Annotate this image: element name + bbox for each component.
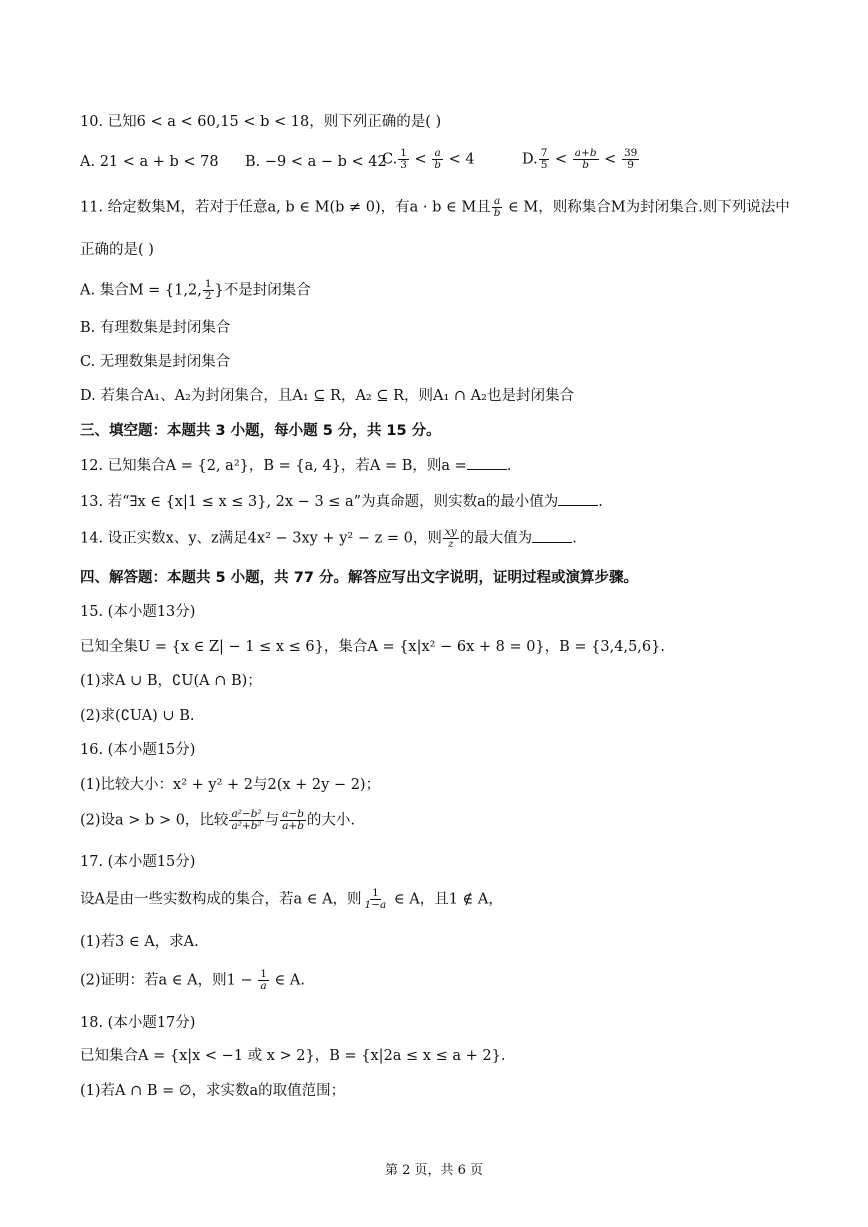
q11-option-a <box>80 279 311 302</box>
frac-den: 3 <box>400 159 407 171</box>
frac-den: 5 <box>540 159 548 171</box>
q11-stem-b: ∈ M，则称集合M为封闭集合.则下列说法中 <box>503 199 790 216</box>
q16-line1: (1)比较大小：x² + y² + 2与2(x + 2y − 2)； <box>80 777 381 793</box>
frac-den: a <box>260 980 267 992</box>
frac-den: 1−a <box>364 899 387 911</box>
q10-stem: 10. 已知6 < a < 60,15 < b < 18，则下列正确的是( ) <box>80 114 442 130</box>
frac-den: a²+b² <box>231 820 262 832</box>
q11-option-b: B. 有理数集是封闭集合 <box>80 320 231 336</box>
fraction <box>573 148 599 171</box>
q18-heading: 18. (本小题17分) <box>80 1015 196 1031</box>
frac-den: z <box>447 538 454 550</box>
q11-stem-line2: 正确的是( ) <box>80 242 154 258</box>
q11-stem-line1 <box>80 196 790 219</box>
frac-num: a <box>493 195 501 207</box>
q15-line2: (1)求A ∪ B，∁U(A ∩ B)； <box>80 673 262 689</box>
fraction <box>363 888 389 911</box>
frac-num: 7 <box>540 147 548 159</box>
q13-end: . <box>598 494 603 510</box>
frac-den: 9 <box>627 159 634 171</box>
fraction <box>258 969 269 992</box>
q11-stem-a: 11. 给定数集M，若对于任意a, b ∈ M(b ≠ 0)，有a · b ∈ M且 <box>80 199 491 216</box>
frac-num: 1 <box>204 278 212 290</box>
q11-option-d: D. 若集合A₁、A₂为封闭集合，且A₁ ⊆ R，A₂ ⊆ R，则A₁ ∩ A₂也是封闭集合 <box>80 388 574 404</box>
q14-text: 14. 设正实数x、y、z满足4x² − 3xy + y² − z = 0，则 <box>80 530 442 547</box>
q11-a-set-open: {1,2, <box>164 282 202 299</box>
q12 <box>80 455 511 476</box>
frac-den: b <box>493 207 501 219</box>
frac-num: 1 <box>400 147 407 159</box>
frac-den: a+b <box>282 820 304 832</box>
q15-line3: (2)求(∁UA) ∪ B. <box>80 708 195 724</box>
frac-den: b <box>582 159 590 171</box>
frac-num: a−b <box>282 808 304 820</box>
q17-line3 <box>80 969 305 992</box>
q17-heading: 17. (本小题15分) <box>80 854 196 870</box>
frac-num: a+b <box>574 147 597 159</box>
q10-option-a: A. 21 < a + b < 78 <box>80 154 219 170</box>
frac-num: xy <box>444 526 457 538</box>
answer-blank <box>467 455 507 470</box>
page-footer: 第 2 页，共 6 页 <box>384 1163 484 1178</box>
q10-option-d <box>522 148 640 171</box>
frac-num: a <box>434 147 441 159</box>
frac-num: a²−b² <box>231 808 262 820</box>
fraction <box>443 527 459 550</box>
q14 <box>80 527 577 550</box>
q10-option-c <box>382 148 475 171</box>
q11-option-c: C. 无理数集是封闭集合 <box>80 354 231 370</box>
q15-line1: 已知全集U = {x ∈ Z| − 1 ≤ x ≤ 6}，集合A = {x|x² − 6x + 8 = 0}，B = {3,4,5,6}. <box>80 639 665 655</box>
answer-blank <box>532 528 572 543</box>
q10-c-mid: < <box>409 151 432 168</box>
q17-l1-text: 设A是由一些实数构成的集合，若a ∈ A，则 <box>80 891 362 908</box>
q11-a-text: A. 集合M = <box>80 282 165 299</box>
q17-l3-text: (2)证明：若a ∈ A，则1 − <box>80 972 258 989</box>
q16-l2-text: (2)设a > b > 0，比较 <box>80 812 229 829</box>
q18-line2: (1)若A ∩ B = ∅，求实数a的取值范围； <box>80 1083 346 1099</box>
section-4-heading: 四、解答题：本题共 5 小题，共 77 分。解答应写出文字说明，证明过程或演算步骤。 <box>80 570 638 586</box>
q10-d-prefix: D. <box>522 151 538 168</box>
frac-num: 1 <box>260 968 267 980</box>
q15-heading: 15. (本小题13分) <box>80 604 196 620</box>
frac-den: 2 <box>204 290 212 302</box>
q11-a-tail: 不是封闭集合 <box>223 282 311 299</box>
fraction <box>398 148 409 171</box>
fraction <box>280 809 306 832</box>
q11-a-set-close: } <box>214 282 224 299</box>
q10-c-tail: < 4 <box>443 151 475 168</box>
fraction <box>622 148 639 171</box>
frac-num: 39 <box>623 147 638 159</box>
answer-blank <box>558 491 598 506</box>
q13-text: 13. 若“∃x ∈ {x|1 ≤ x ≤ 3}, 2x − 3 ≤ a”为真命题，则实数a的最小值为 <box>80 494 559 510</box>
fraction <box>492 196 503 219</box>
q16-heading: 16. (本小题15分) <box>80 742 196 758</box>
q16-l2-mid: 与 <box>264 812 280 829</box>
fraction <box>229 809 263 832</box>
frac-num: 1 <box>372 887 379 899</box>
q17-line2: (1)若3 ∈ A，求A. <box>80 934 199 950</box>
q17-l3-tail: ∈ A. <box>269 972 305 989</box>
q10-d-mid2: < <box>599 151 621 168</box>
q14-text-b: 的最大值为 <box>459 530 533 547</box>
q12-text: 12. 已知集合A = {2, a²}，B = {a, 4}，若A = B，则a = <box>80 458 467 474</box>
q12-end: . <box>506 458 512 474</box>
q16-line2 <box>80 809 355 832</box>
q14-end: . <box>572 530 577 547</box>
frac-den: b <box>434 159 441 171</box>
q10-c-prefix: C. <box>382 151 398 168</box>
q13 <box>80 491 603 512</box>
q10-option-b: B. −9 < a − b < 42 <box>245 154 387 170</box>
q18-line1: 已知集合A = {x|x < −1 或 x > 2}，B = {x|2a ≤ x ≤ a + 2}. <box>80 1048 506 1064</box>
q17-line1 <box>80 888 503 911</box>
q17-l1-tail: ∈ A，且1 ∉ A， <box>389 891 503 908</box>
q16-l2-tail: 的大小. <box>306 812 356 829</box>
section-3-heading: 三、填空题：本题共 3 小题，每小题 5 分，共 15 分。 <box>80 423 441 439</box>
fraction <box>203 279 214 302</box>
fraction <box>539 148 550 171</box>
q10-d-mid1: < <box>550 151 572 168</box>
fraction <box>432 148 443 171</box>
